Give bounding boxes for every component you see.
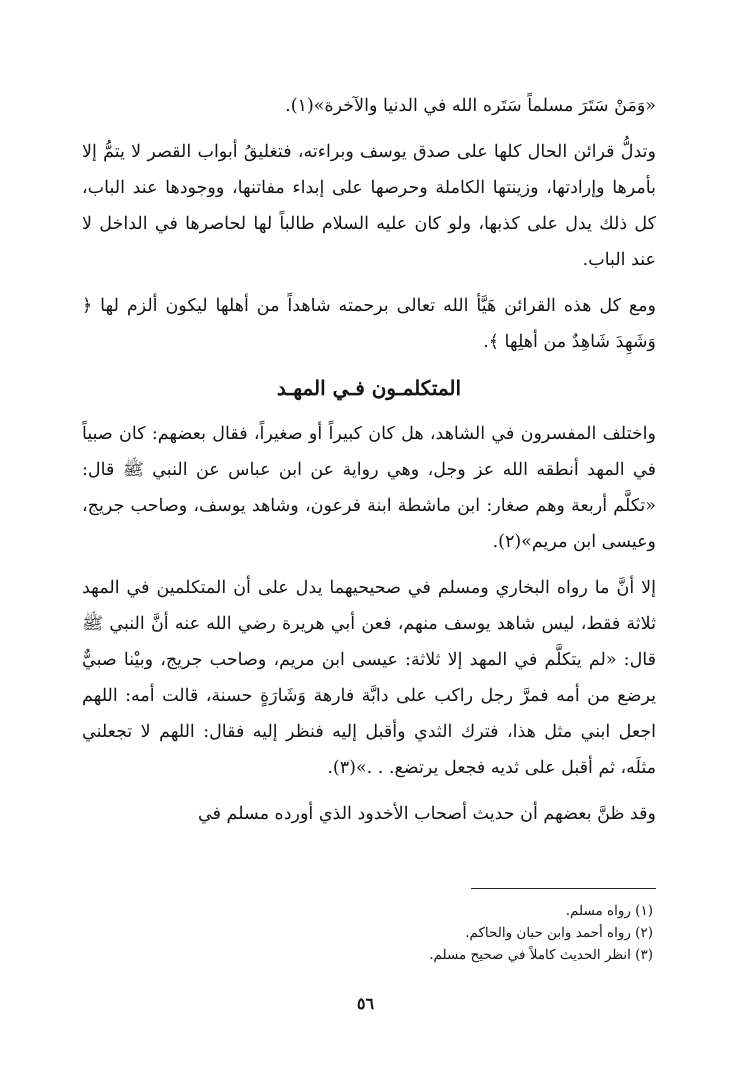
paragraph-ukhdud: وقد ظنَّ بعضهم أن حديث أصحاب الأخدود الذي أورده مسلم في <box>198 804 656 824</box>
footnotes <box>253 900 653 966</box>
page-body <box>82 88 656 832</box>
paragraph-witness: ومع كل هذه القرائن هَيَّأ الله تعالى برحمته شاهداً من أهلها ليكون ألزم لها ﴿ وَشَهِدَ شَاهِدٌ من أهلِها ﴾. <box>82 296 656 352</box>
section-heading: المتكلمـون فـي المهـد <box>276 376 462 400</box>
footnote-1: (١) رواه مسلم. <box>565 903 653 919</box>
paragraph-hadith-quote: «وَمَنْ سَتَرَ مسلماً سَتَره الله في الدنيا والآخرة»(١). <box>285 96 656 116</box>
paragraph-bukhari-muslim: إلا أنَّ ما رواه البخاري ومسلم في صحيحيهما يدل على أن المتكلمين في المهد ثلاثة فقط، ليس شاهد يوسف منهم، فعن أبي هريرة رضي الله عنه أنَّ النبي ﷺ قال: «لم يتكلَّم في المهد إلا ثلاثة: عيسى ابن مريم، وصاحب جريج، وبيْنا صبيٌّ يرضع من أمه فمرَّ رجل راكب على دابَّة فارهة وَشَارَةٍ حسنة، قالت أمه: اللهم اجعل ابني مثل هذا، فترك الثدي وأقبل إليه فنظر إليه فقال: اللهم لا تجعلني مثلَه، ثم أقبل على ثديه فجعل يرتضع. . .»(٣). <box>82 578 656 778</box>
page-number: ٥٦ <box>356 994 375 1013</box>
footnote-2: (٢) رواه أحمد وابن حبان والحاكم. <box>465 925 653 941</box>
footnote-3: (٣) انظر الحديث كاملاً في صحيح مسلم. <box>429 947 653 963</box>
footnote-divider <box>471 888 656 889</box>
paragraph-commentators: واختلف المفسرون في الشاهد، هل كان كبيراً أو صغيراً، فقال بعضهم: كان صبياً في المهد أنطقه الله عز وجل، وهي رواية عن ابن عباس عن النبي ﷺ قال: «تكلَّم أربعة وهم صغار: ابن ماشطة ابنة فرعون، وشاهد يوسف، وصاحب جريج، وعيسى ابن مريم»(٢). <box>82 424 656 552</box>
paragraph-evidence: وتدلُّ قرائن الحال كلها على صدق يوسف وبراءته، فتغليقُ أبواب القصر لا يتمُّ إلا بأمرها وإرادتها، وزينتها الكاملة وحرصها على إبداء مفاتنها، ووجودها عند الباب، كل ذلك يدل على كذبها، ولو كان عليه السلام طالباً لها لحاصرها في الداخل لا عند الباب. <box>82 142 656 270</box>
